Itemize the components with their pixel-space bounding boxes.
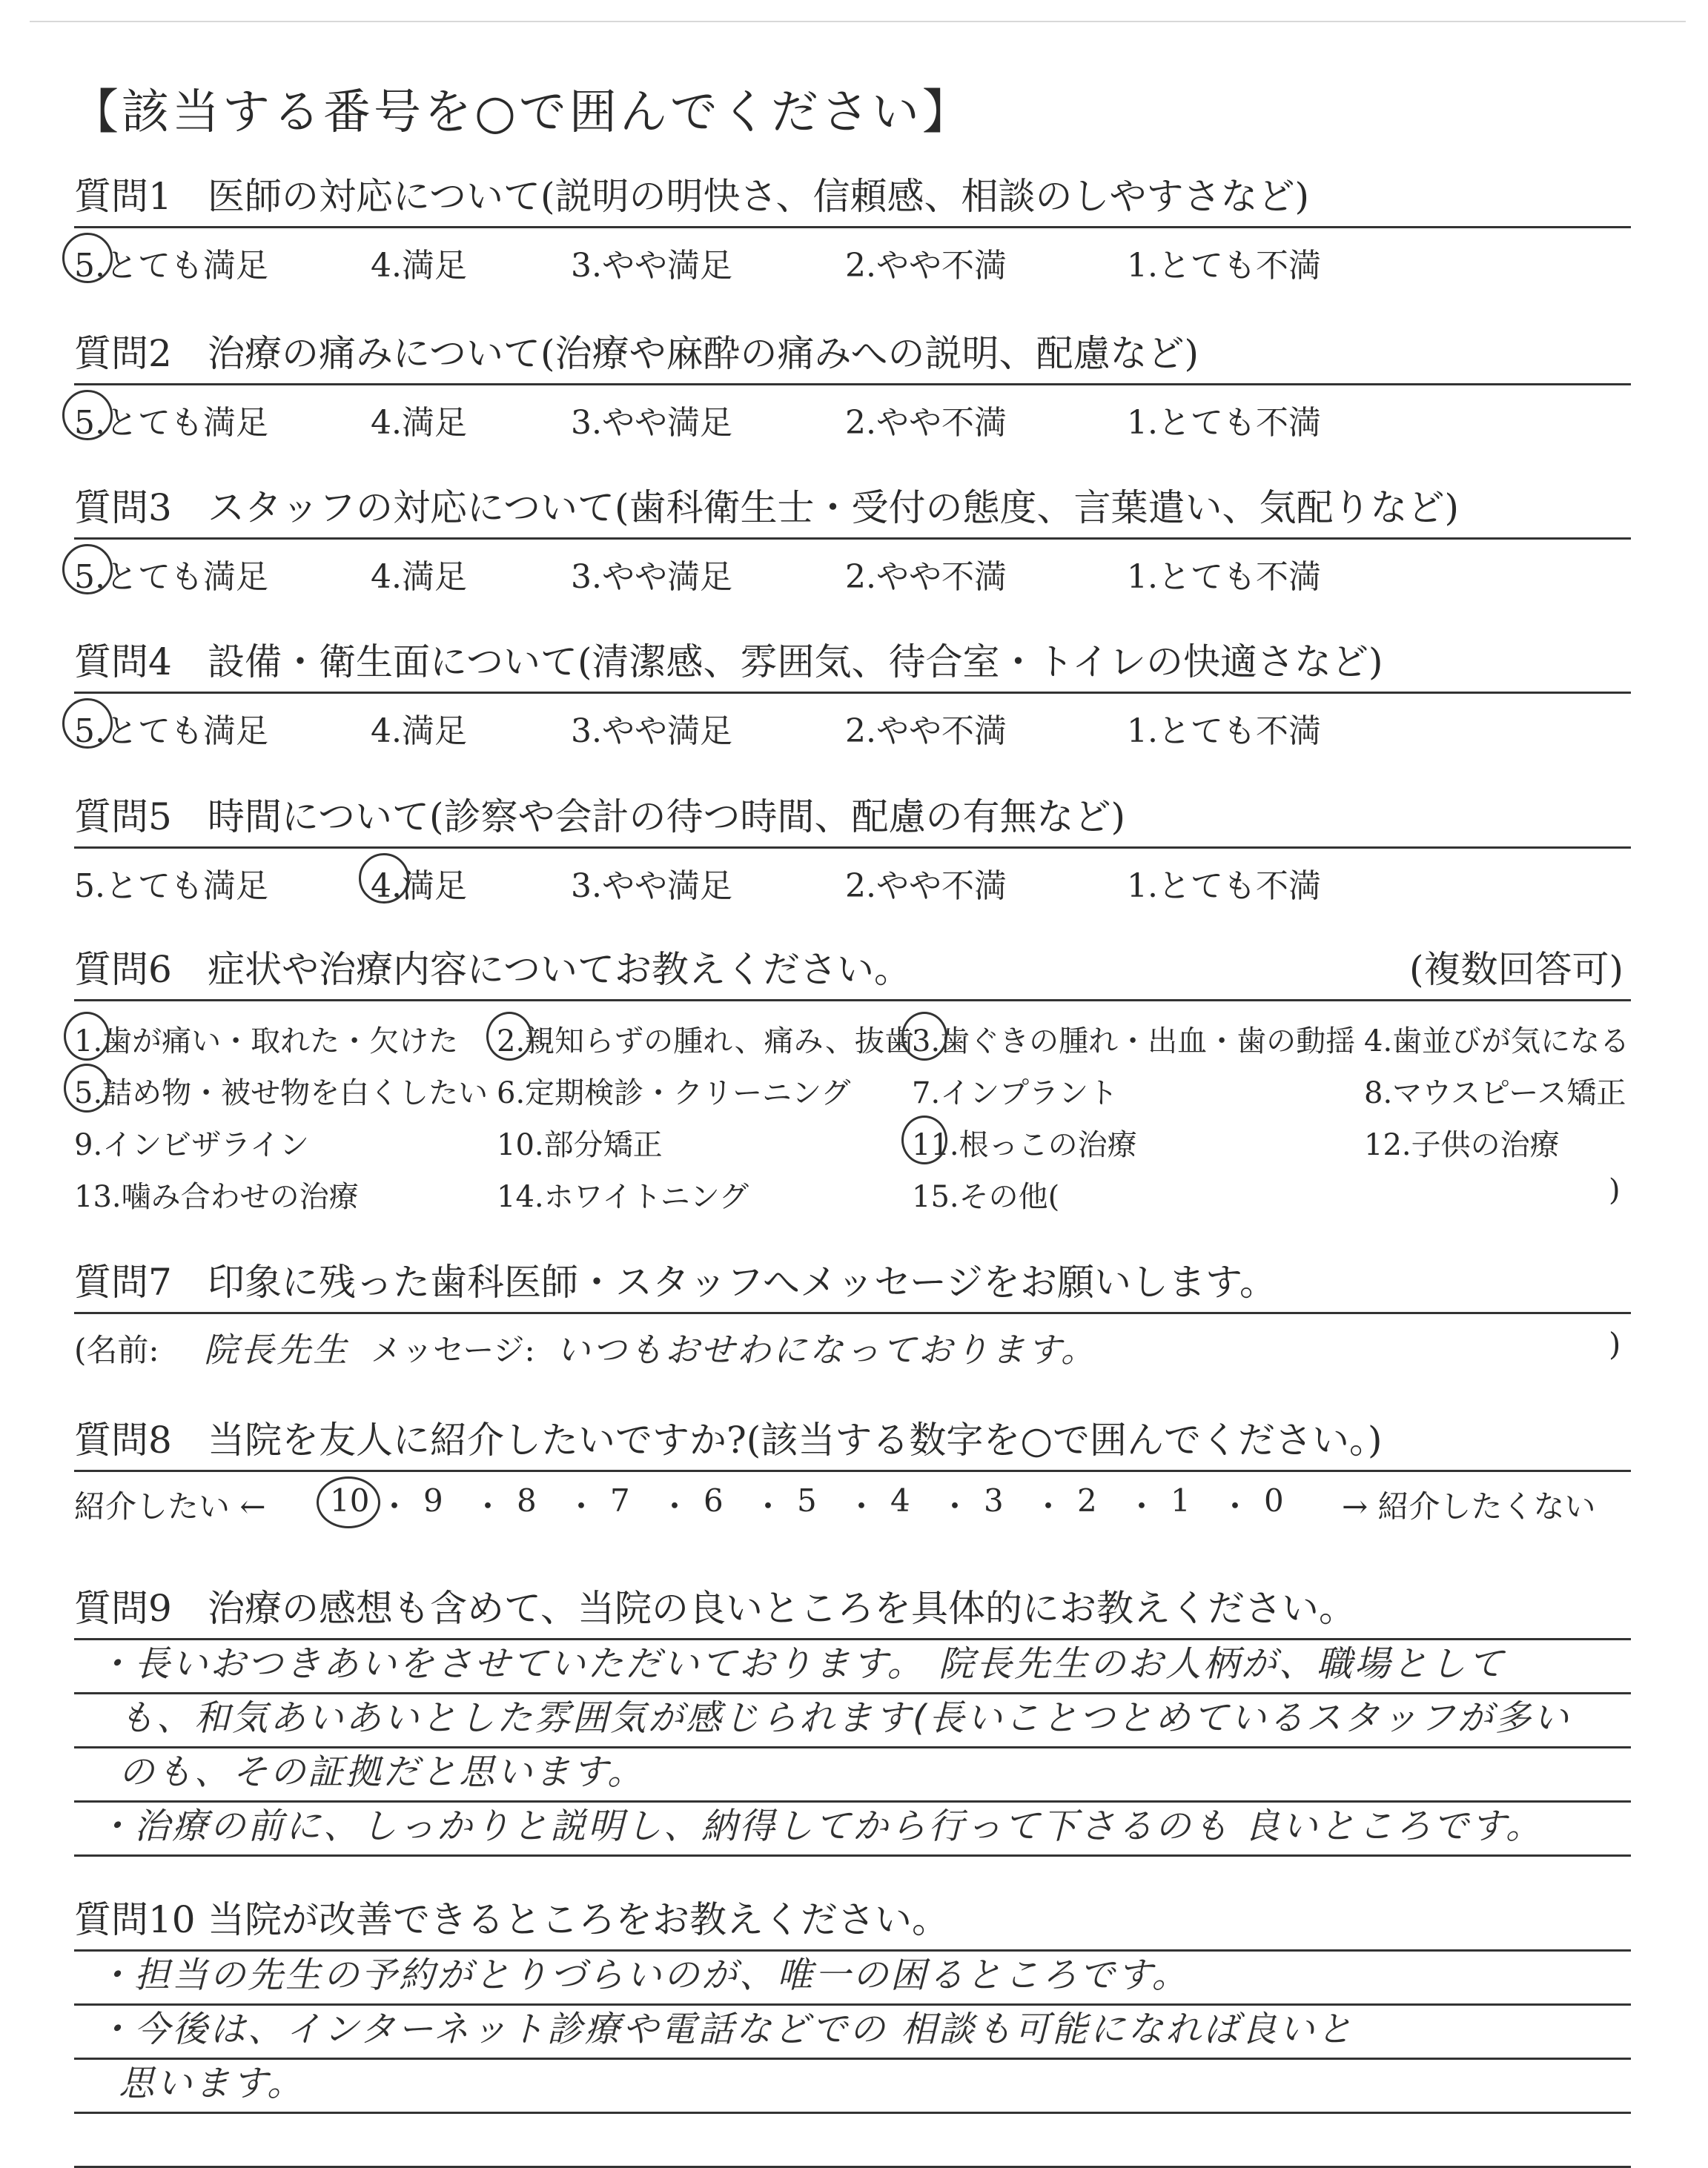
selection-circle [62, 698, 113, 749]
answer-line: ・治療の前に、しっかりと説明し、納得してから行って下さるのも 良いところです。 [74, 1803, 1631, 1857]
rating-option[interactable]: 3.やや満足 [571, 558, 732, 596]
answer-line: も、和気あいあいとした雰囲気が感じられます(長いことつとめているスタッフが多い [74, 1694, 1631, 1748]
answer-line: ・担当の先生の予約がとりづらいのが、唯一の困るところです。 [74, 1952, 1631, 2006]
other-close-paren: ) [1609, 1173, 1621, 1207]
question-text: 治療の痛みについて(治療や麻酔の痛みへの説明、配慮など) [208, 332, 1199, 375]
scale-separator: ・ [1033, 1488, 1065, 1525]
recommend-scale [74, 1472, 1631, 1531]
question-6 [74, 940, 1631, 1224]
rating-option[interactable]: 1.とても不満 [1127, 712, 1321, 750]
scale-separator: ・ [846, 1488, 878, 1525]
rating-option[interactable]: 1.とても不満 [1127, 404, 1321, 442]
rating-option[interactable]: 2.やや不満 [845, 247, 1007, 285]
rating-option[interactable]: 4.満足 [371, 558, 467, 596]
answer-line: ・長いおつきあいをさせていただいております。 院長先生のお人柄が、職場として [74, 1640, 1631, 1694]
question-number: 質問9 [74, 1587, 172, 1630]
question-text: 時間について(診察や会計の待つ時間、配慮の有無など) [208, 795, 1126, 838]
symptom-option[interactable]: 8.マウスピース矯正 [1364, 1076, 1626, 1110]
answer-line: のも、その証拠だと思います。 [74, 1748, 1631, 1803]
rating-option[interactable]: 3.やや満足 [571, 404, 732, 442]
scale-value[interactable]: 1 [1171, 1482, 1191, 1519]
scale-value[interactable]: 2 [1077, 1482, 1097, 1519]
selection-circle [901, 1116, 947, 1164]
rating-option[interactable]: 4.満足 [371, 404, 467, 442]
question-text: 当院を友人に紹介したいですか?(該当する数字を○で囲んでください。) [208, 1419, 1383, 1462]
question-text: 医師の対応について(説明の明快さ、信頼感、相談のしやすさなど) [208, 175, 1310, 218]
scale-separator: ・ [659, 1488, 691, 1525]
answer-lines [74, 1949, 1631, 2168]
selection-circle [64, 1012, 110, 1061]
rating-option[interactable]: 5.とても満足 [74, 558, 268, 596]
name-label: (名前: [74, 1332, 159, 1368]
question-number: 質問4 [74, 640, 172, 683]
selection-circle [64, 1064, 110, 1113]
rating-options [74, 228, 1631, 288]
close-paren: ) [1609, 1326, 1621, 1362]
symptom-option[interactable]: 9.インビザライン [74, 1128, 309, 1162]
rating-option[interactable]: 2.やや不満 [845, 712, 1007, 750]
rating-options [74, 849, 1631, 908]
symptom-option[interactable]: 13.噛み合わせの治療 [74, 1180, 359, 1214]
symptom-option[interactable]: 4.歯並びが気になる [1364, 1024, 1630, 1058]
rating-option[interactable]: 4.満足 [371, 247, 467, 285]
rating-options [74, 385, 1631, 445]
symptom-option[interactable]: 6.定期検診・クリーニング [497, 1076, 851, 1110]
symptom-option[interactable]: 10.部分矯正 [497, 1128, 663, 1162]
form-header: 【該当する番号を○で囲んでください】 [71, 85, 973, 140]
top-border [30, 21, 1686, 22]
question-number: 質問6 [74, 948, 172, 991]
recommend-label: 紹介したい ← [74, 1488, 266, 1525]
rating-option[interactable]: 2.やや不満 [845, 404, 1007, 442]
multiple-answer-note: (複数回答可) [1409, 948, 1623, 991]
answer-line: ・今後は、インターネット診療や電話などでの 相談も可能になれば良いと [74, 2006, 1631, 2060]
rating-options [74, 540, 1631, 599]
question-text: 症状や治療内容についてお教えください。 [208, 948, 911, 991]
question-3 [74, 478, 1631, 599]
scale-separator: ・ [379, 1488, 411, 1525]
question-1 [74, 167, 1631, 288]
scale-separator: ・ [1126, 1488, 1158, 1525]
selection-circle [62, 233, 113, 283]
scale-value[interactable]: 4 [890, 1482, 910, 1519]
answer-lines [74, 1638, 1631, 1857]
scale-value[interactable]: 6 [704, 1482, 724, 1519]
question-number: 質問8 [74, 1419, 172, 1462]
question-number: 質問10 [74, 1898, 196, 1941]
rating-option[interactable]: 1.とても不満 [1127, 558, 1321, 596]
rating-option[interactable]: 4.満足 [371, 712, 467, 750]
selection-circle [317, 1476, 380, 1528]
rating-option[interactable]: 3.やや満足 [571, 712, 732, 750]
question-number: 質問5 [74, 795, 172, 838]
scale-value[interactable]: 9 [423, 1482, 443, 1519]
question-number: 質問3 [74, 486, 172, 529]
symptom-options [74, 1001, 1631, 1224]
symptom-option[interactable]: 1.歯が痛い・取れた・欠けた [74, 1024, 459, 1058]
scale-value[interactable]: 3 [984, 1482, 1004, 1519]
selection-circle [62, 390, 113, 440]
selection-circle [901, 1012, 947, 1061]
symptom-option[interactable]: 11.根っこの治療 [912, 1128, 1137, 1162]
scale-value[interactable]: 10 [330, 1482, 370, 1519]
question-text: 設備・衛生面について(清潔感、雰囲気、待合室・トイレの快適さなど) [208, 640, 1383, 683]
question-text: スタッフの対応について(歯科衛生士・受付の態度、言葉遣い、気配りなど) [208, 486, 1460, 529]
question-7 [74, 1253, 1631, 1381]
selection-circle [486, 1012, 532, 1061]
question-text: 治療の感想も含めて、当院の良いところを具体的にお教えください。 [208, 1587, 1356, 1630]
selection-circle [62, 544, 113, 594]
scale-separator: ・ [939, 1488, 971, 1525]
symptom-option[interactable]: 15.その他( [912, 1180, 1060, 1214]
scale-value[interactable]: 7 [610, 1482, 630, 1519]
question-8 [74, 1410, 1631, 1531]
question-4 [74, 632, 1631, 753]
question-number: 質問7 [74, 1261, 172, 1304]
rating-option[interactable]: 5.とても満足 [74, 404, 268, 442]
scale-separator: ・ [472, 1488, 504, 1525]
scale-separator: ・ [566, 1488, 598, 1525]
question-number: 質問1 [74, 175, 172, 218]
rating-option[interactable]: 5.とても満足 [74, 712, 268, 750]
symptom-option[interactable]: 12.子供の治療 [1364, 1128, 1560, 1162]
question-9 [74, 1579, 1631, 1857]
rating-option[interactable]: 1.とても不満 [1127, 867, 1321, 905]
selection-circle [359, 853, 409, 904]
rating-option[interactable]: 5.とても満足 [74, 247, 268, 285]
scale-value[interactable]: 5 [797, 1482, 817, 1519]
rating-option[interactable]: 2.やや不満 [845, 558, 1007, 596]
question-10 [74, 1890, 1631, 2168]
question-text: 印象に残った歯科医師・スタッフへメッセージをお願いします。 [208, 1261, 1277, 1304]
name-value: 院長先生 [204, 1330, 349, 1370]
answer-line [74, 2114, 1631, 2168]
symptom-option[interactable]: 14.ホワイトニング [497, 1180, 749, 1214]
symptom-option[interactable]: 7.インプラント [912, 1076, 1119, 1110]
message-value: いつもおせわになっております。 [556, 1330, 1097, 1370]
scale-separator: ・ [1219, 1488, 1251, 1525]
symptom-option[interactable]: 2.親知らずの腫れ、痛み、抜歯 [497, 1024, 914, 1058]
message-label: メッセージ: [371, 1332, 535, 1368]
not-recommend-label: → 紹介したくない [1342, 1488, 1596, 1525]
scale-value[interactable]: 8 [517, 1482, 537, 1519]
rating-option[interactable]: 4.満足 [371, 867, 467, 905]
rating-options [74, 694, 1631, 753]
symptom-option[interactable]: 5.詰め物・被せ物を白くしたい [74, 1076, 489, 1110]
rating-option[interactable]: 1.とても不満 [1127, 247, 1321, 285]
scale-separator: ・ [752, 1488, 784, 1525]
answer-line: 思います。 [74, 2060, 1631, 2114]
question-5 [74, 787, 1631, 908]
rating-option[interactable]: 3.やや満足 [571, 867, 732, 905]
scale-value[interactable]: 0 [1264, 1482, 1284, 1519]
symptom-option[interactable]: 3.歯ぐきの腫れ・出血・歯の動揺 [912, 1024, 1356, 1058]
rating-option[interactable]: 5.とても満足 [74, 867, 268, 905]
rating-option[interactable]: 2.やや不満 [845, 867, 1007, 905]
rating-option[interactable]: 3.やや満足 [571, 247, 732, 285]
question-number: 質問2 [74, 332, 172, 375]
question-text: 当院が改善できるところをお教えください。 [208, 1898, 949, 1941]
question-2 [74, 324, 1631, 445]
